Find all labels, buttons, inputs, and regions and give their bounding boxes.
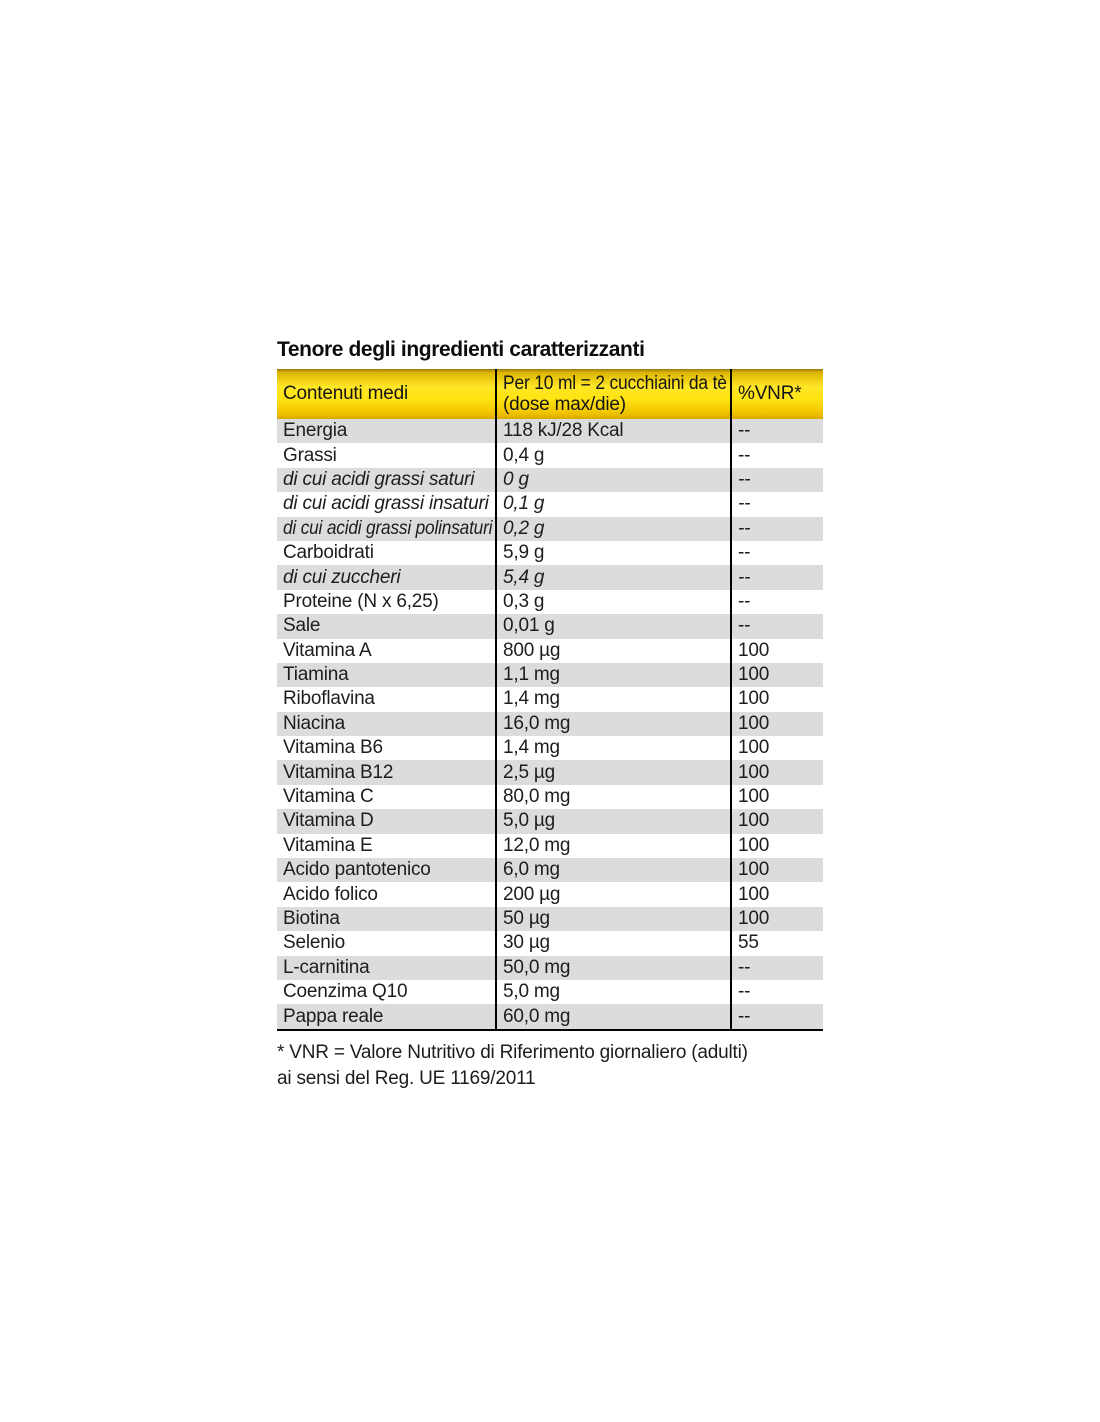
footnotes [277,1040,748,1092]
nutrient-name-cell [277,419,497,443]
amount-cell [497,419,732,443]
amount-cell-text: 5,4 g [503,566,545,588]
vnr-cell [732,1004,823,1028]
nutrient-name-cell [277,858,497,882]
amount-cell-text: 5,0 µg [503,810,556,832]
vnr-cell [732,565,823,589]
header-dose-line1: Per 10 ml = 2 cucchiaini da tè [503,373,727,394]
vnr-cell-text: 100 [738,908,770,929]
footnote-regulation: ai sensi del Reg. UE 1169/2011 [277,1068,536,1089]
header-dose-cell [497,369,732,419]
table-row [277,956,823,980]
vnr-cell-text: 55 [738,932,759,954]
vnr-cell [732,663,823,687]
nutrient-name-cell [277,956,497,980]
amount-cell-text: 50 µg [503,908,550,929]
vnr-cell-text: -- [738,590,751,612]
amount-cell-text: 1,4 mg [503,737,560,759]
vnr-cell [732,785,823,809]
amount-cell [497,639,732,663]
nutrient-name-cell [277,931,497,955]
nutrient-name-cell-text: Pappa reale [283,1005,384,1027]
table-row [277,809,823,833]
footnote-vnr-definition: * VNR = Valore Nutritivo di Riferimento giornaliero (adulti) [277,1042,748,1063]
amount-cell [497,687,732,711]
amount-cell [497,614,732,638]
nutrient-name-cell [277,785,497,809]
vnr-cell-text: -- [738,420,751,442]
nutrient-name-cell-text: Carboidrati [283,542,374,564]
nutrient-name-cell-text: Riboflavina [283,688,375,710]
amount-cell-text: 16,0 mg [503,712,571,734]
nutrient-name-cell-text: L-carnitina [283,956,370,978]
amount-cell [497,590,732,614]
table-row [277,419,823,443]
amount-cell [497,931,732,955]
nutrient-name-cell [277,541,497,565]
nutrient-name-cell [277,760,497,784]
table-row [277,517,823,541]
nutrient-name-cell-text: Selenio [283,932,345,954]
nutrition-table [277,369,823,1031]
table-row [277,541,823,565]
nutrient-name-cell [277,736,497,760]
amount-cell-text: 2,5 µg [503,761,556,783]
table-row [277,907,823,931]
amount-cell-text: 0,3 g [503,590,545,612]
vnr-cell-text: 100 [738,810,770,832]
nutrient-name-cell [277,712,497,736]
nutrient-name-cell-text: Proteine (N x 6,25) [283,590,439,612]
nutrient-name-cell-text: Acido folico [283,883,378,905]
vnr-cell-text: 100 [738,664,770,686]
amount-cell-text: 80,0 mg [503,786,571,808]
vnr-cell-text: -- [738,615,751,637]
amount-cell [497,858,732,882]
vnr-cell-text: 100 [738,737,770,759]
vnr-cell [732,907,823,931]
table-row [277,785,823,809]
table-row [277,443,823,467]
amount-cell-text: 0 g [503,468,529,490]
amount-cell [497,1004,732,1028]
vnr-cell [732,712,823,736]
vnr-cell-text: -- [738,517,751,539]
nutrient-name-cell-text: Biotina [283,908,340,929]
header-vnr-label: %VNR* [738,383,802,404]
table-row [277,858,823,882]
amount-cell [497,492,732,516]
header-contenuti-medi-cell [277,369,497,419]
amount-cell [497,565,732,589]
table-body [277,419,823,1029]
header-contenuti-medi-label: Contenuti medi [283,383,408,404]
nutrient-name-cell-text: Acido pantotenico [283,859,431,881]
nutrient-name-cell-text: di cui acidi grassi insaturi [283,493,489,515]
amount-cell-text: 50,0 mg [503,956,571,978]
nutrient-name-cell [277,517,497,541]
vnr-cell-text: -- [738,981,751,1003]
table-row [277,639,823,663]
nutrient-name-cell [277,663,497,687]
vnr-cell [732,468,823,492]
vnr-cell-text: -- [738,468,751,490]
table-row [277,882,823,906]
amount-cell-text: 5,0 mg [503,981,560,1003]
vnr-cell [732,590,823,614]
table-row [277,736,823,760]
vnr-cell [732,687,823,711]
vnr-cell [732,760,823,784]
table-row [277,663,823,687]
nutrient-name-cell-text: Energia [283,420,348,442]
table-row [277,565,823,589]
table-row [277,468,823,492]
vnr-cell-text: -- [738,444,751,466]
vnr-cell-text: 100 [738,688,770,710]
vnr-cell [732,931,823,955]
vnr-cell-text: 100 [738,639,770,661]
vnr-cell-text: -- [738,956,751,978]
nutrient-name-cell-text: Vitamina A [283,639,372,661]
nutrient-name-cell-text: Vitamina B6 [283,737,383,759]
amount-cell [497,785,732,809]
vnr-cell [732,882,823,906]
vnr-cell-text: 100 [738,834,770,856]
vnr-cell [732,834,823,858]
table-row [277,492,823,516]
nutrient-name-cell [277,492,497,516]
table-header-row [277,369,823,419]
amount-cell-text: 60,0 mg [503,1005,571,1027]
nutrient-name-cell-text: di cui acidi grassi polinsaturi [283,517,493,539]
nutrient-name-cell [277,834,497,858]
nutrient-name-cell [277,687,497,711]
vnr-cell [732,492,823,516]
nutrient-name-cell-text: Niacina [283,712,345,734]
nutrient-name-cell-text: Coenzima Q10 [283,981,408,1003]
amount-cell [497,443,732,467]
amount-cell-text: 1,1 mg [503,664,560,686]
nutrient-name-cell-text: Vitamina E [283,834,373,856]
table-row [277,760,823,784]
nutrient-name-cell [277,443,497,467]
vnr-cell [732,956,823,980]
vnr-cell-text: 100 [738,786,770,808]
vnr-cell [732,809,823,833]
amount-cell-text: 0,01 g [503,615,555,637]
nutrient-name-cell [277,468,497,492]
table-title: Tenore degli ingredienti caratterizzanti [277,338,645,361]
vnr-cell [732,980,823,1004]
amount-cell-text: 800 µg [503,639,561,661]
amount-cell-text: 1,4 mg [503,688,560,710]
nutrient-name-cell-text: Vitamina D [283,810,374,832]
nutrient-name-cell [277,590,497,614]
nutrient-name-cell-text: Vitamina B12 [283,761,394,783]
amount-cell-text: 200 µg [503,883,561,905]
table-row [277,931,823,955]
amount-cell [497,517,732,541]
amount-cell-text: 0,4 g [503,444,545,466]
nutrient-name-cell [277,882,497,906]
vnr-cell [732,736,823,760]
vnr-cell-text: 100 [738,712,770,734]
vnr-cell [732,639,823,663]
vnr-cell-text: -- [738,566,751,588]
table-row [277,590,823,614]
vnr-cell-text: -- [738,493,751,515]
amount-cell [497,760,732,784]
amount-cell [497,834,732,858]
amount-cell-text: 0,1 g [503,493,545,515]
amount-cell-text: 5,9 g [503,542,545,564]
vnr-cell [732,419,823,443]
amount-cell-text: 118 kJ/28 Kcal [503,420,624,442]
amount-cell [497,468,732,492]
nutrient-name-cell-text: Vitamina C [283,786,374,808]
amount-cell-text: 6,0 mg [503,859,560,881]
nutrient-name-cell [277,565,497,589]
amount-cell-text: 30 µg [503,932,550,954]
vnr-cell-text: 100 [738,761,770,783]
amount-cell [497,980,732,1004]
vnr-cell [732,443,823,467]
amount-cell [497,956,732,980]
nutrient-name-cell [277,614,497,638]
nutrient-name-cell-text: Grassi [283,444,337,466]
vnr-cell [732,614,823,638]
table-row [277,687,823,711]
amount-cell-text: 12,0 mg [503,834,571,856]
amount-cell-text: 0,2 g [503,517,545,539]
nutrient-name-cell-text: Tiamina [283,664,349,686]
amount-cell [497,907,732,931]
amount-cell [497,882,732,906]
table-row [277,1004,823,1028]
nutrient-name-cell [277,980,497,1004]
vnr-cell [732,541,823,565]
table-row [277,712,823,736]
nutrient-name-cell-text: di cui acidi grassi saturi [283,468,475,490]
vnr-cell-text: 100 [738,883,770,905]
amount-cell [497,663,732,687]
table-row [277,834,823,858]
table-row [277,980,823,1004]
nutrient-name-cell [277,907,497,931]
nutrient-name-cell-text: di cui zuccheri [283,566,401,588]
header-dose-line2: (dose max/die) [503,394,626,415]
table-row [277,614,823,638]
vnr-cell [732,858,823,882]
vnr-cell-text: -- [738,1005,751,1027]
vnr-cell [732,517,823,541]
amount-cell [497,809,732,833]
header-vnr-cell [732,369,823,419]
nutrient-name-cell [277,1004,497,1028]
vnr-cell-text: 100 [738,859,770,881]
nutrient-name-cell-text: Sale [283,615,321,637]
amount-cell [497,736,732,760]
amount-cell [497,541,732,565]
nutrient-name-cell [277,639,497,663]
nutrient-name-cell [277,809,497,833]
vnr-cell-text: -- [738,542,751,564]
amount-cell [497,712,732,736]
